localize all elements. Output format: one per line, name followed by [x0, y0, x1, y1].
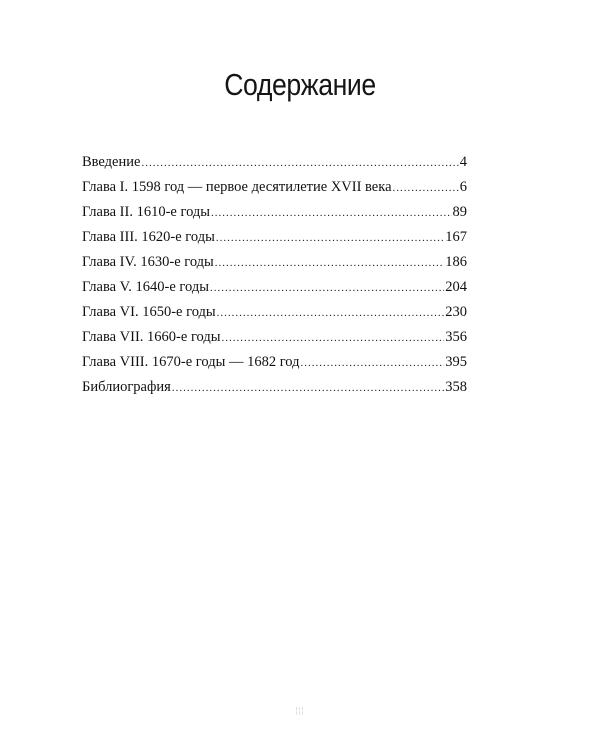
table-of-contents: [82, 150, 467, 400]
toc-entry-chapter-5: [82, 275, 467, 300]
dot-leader: [222, 326, 445, 351]
dot-leader: [172, 376, 444, 401]
dot-leader: [210, 276, 444, 301]
toc-entry-label: Глава I. 1598 год — первое десятилетие XVII века: [82, 179, 392, 195]
toc-entry-label: Глава III. 1620-е годы: [82, 229, 215, 245]
toc-entry-label: Введение: [82, 154, 141, 170]
toc-entry-page: 167: [445, 229, 467, 245]
toc-entry-page: 4: [459, 154, 467, 170]
dot-leader: [216, 226, 444, 251]
toc-entry-label: Библиография: [82, 379, 171, 395]
toc-entry-label: Глава VII. 1660-е годы: [82, 329, 221, 345]
toc-entry-page: 89: [452, 204, 467, 220]
dot-leader: [211, 201, 451, 226]
dot-leader: [301, 351, 445, 376]
dot-leader: [215, 251, 444, 276]
toc-entry-bibliography: [82, 375, 467, 400]
page-footer-mark: ¦¦¦: [295, 706, 305, 715]
toc-entry-introduction: [82, 150, 467, 175]
toc-entry-page: 230: [445, 304, 467, 320]
toc-entry-page: 358: [445, 379, 467, 395]
toc-entry-chapter-1: [82, 175, 467, 200]
dot-leader: [141, 151, 458, 176]
toc-entry-chapter-6: [82, 300, 467, 325]
dot-leader: [217, 301, 445, 326]
toc-entry-label: Глава IV. 1630-е годы: [82, 254, 214, 270]
toc-entry-chapter-2: [82, 200, 467, 225]
toc-entry-page: 6: [459, 179, 467, 195]
toc-entry-chapter-7: [82, 325, 467, 350]
toc-entry-chapter-3: [82, 225, 467, 250]
toc-entry-chapter-4: [82, 250, 467, 275]
toc-entry-page: 356: [445, 329, 467, 345]
toc-entry-page: 186: [445, 254, 467, 270]
toc-entry-chapter-8: [82, 350, 467, 375]
page-title: Содержание: [224, 66, 376, 102]
toc-entry-label: Глава VI. 1650-е годы: [82, 304, 216, 320]
toc-entry-page: 395: [445, 354, 467, 370]
dot-leader: [393, 176, 459, 201]
toc-entry-page: 204: [445, 279, 467, 295]
toc-entry-label: Глава VIII. 1670-е годы — 1682 год: [82, 354, 300, 370]
toc-entry-label: Глава V. 1640-е годы: [82, 279, 209, 295]
toc-entry-label: Глава II. 1610-е годы: [82, 204, 211, 220]
